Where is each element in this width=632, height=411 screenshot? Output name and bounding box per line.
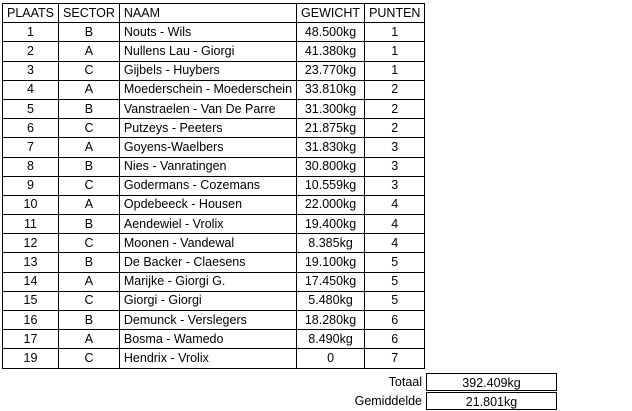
cell-naam: Godermans - Cozemans xyxy=(119,176,296,195)
table-row xyxy=(3,195,425,214)
cell-sector: A xyxy=(59,195,120,214)
cell-naam: Vanstraelen - Van De Parre xyxy=(119,99,296,118)
cell-sector: B xyxy=(59,23,120,42)
cell-sector: B xyxy=(59,215,120,234)
cell-sector: C xyxy=(59,234,120,253)
table-row xyxy=(3,311,425,330)
cell-naam: Aendewiel - Vrolix xyxy=(119,215,296,234)
cell-punten: 1 xyxy=(365,23,425,42)
cell-plaats: 19 xyxy=(3,349,59,368)
cell-plaats: 12 xyxy=(3,234,59,253)
cell-sector: A xyxy=(59,272,120,291)
cell-gewicht: 17.450kg xyxy=(297,272,365,291)
cell-punten: 1 xyxy=(365,42,425,61)
cell-gewicht: 21.875kg xyxy=(297,119,365,138)
cell-sector: B xyxy=(59,157,120,176)
cell-plaats: 15 xyxy=(3,291,59,310)
cell-naam: Nullens Lau - Giorgi xyxy=(119,42,296,61)
cell-plaats: 6 xyxy=(3,119,59,138)
table-row xyxy=(3,349,425,368)
table-row xyxy=(3,157,425,176)
cell-naam: Nies - Vanratingen xyxy=(119,157,296,176)
cell-sector: A xyxy=(59,80,120,99)
cell-sector: B xyxy=(59,311,120,330)
cell-plaats: 3 xyxy=(3,61,59,80)
header-gewicht: GEWICHT xyxy=(297,4,365,23)
cell-plaats: 4 xyxy=(3,80,59,99)
cell-sector: A xyxy=(59,330,120,349)
cell-punten: 5 xyxy=(365,272,425,291)
cell-naam: Opdebeeck - Housen xyxy=(119,195,296,214)
cell-plaats: 7 xyxy=(3,138,59,157)
cell-naam: Giorgi - Giorgi xyxy=(119,291,296,310)
table-row xyxy=(3,99,425,118)
gemiddelde-label: Gemiddelde xyxy=(354,394,422,408)
cell-naam: Putzeys - Peeters xyxy=(119,119,296,138)
cell-punten: 6 xyxy=(365,311,425,330)
header-plaats: PLAATS xyxy=(3,4,59,23)
cell-sector: A xyxy=(59,42,120,61)
cell-sector: B xyxy=(59,99,120,118)
cell-naam: De Backer - Claesens xyxy=(119,253,296,272)
gemiddelde-row xyxy=(0,392,632,411)
gemiddelde-value: 21.801kg xyxy=(426,392,557,410)
cell-punten: 2 xyxy=(365,80,425,99)
cell-sector: B xyxy=(59,253,120,272)
table-row xyxy=(3,234,425,253)
cell-naam: Demunck - Verslegers xyxy=(119,311,296,330)
cell-punten: 3 xyxy=(365,138,425,157)
cell-gewicht: 8.490kg xyxy=(297,330,365,349)
table-row xyxy=(3,272,425,291)
table-row xyxy=(3,138,425,157)
table-row xyxy=(3,330,425,349)
cell-sector: A xyxy=(59,138,120,157)
cell-punten: 2 xyxy=(365,99,425,118)
cell-plaats: 14 xyxy=(3,272,59,291)
results-table xyxy=(2,3,425,369)
table-row xyxy=(3,42,425,61)
cell-naam: Gijbels - Huybers xyxy=(119,61,296,80)
cell-gewicht: 31.830kg xyxy=(297,138,365,157)
cell-punten: 6 xyxy=(365,330,425,349)
cell-gewicht: 19.100kg xyxy=(297,253,365,272)
table-row xyxy=(3,80,425,99)
table-header-row xyxy=(3,4,425,23)
cell-sector: C xyxy=(59,349,120,368)
cell-gewicht: 10.559kg xyxy=(297,176,365,195)
totaal-value: 392.409kg xyxy=(426,373,557,391)
cell-plaats: 11 xyxy=(3,215,59,234)
table-row xyxy=(3,176,425,195)
cell-sector: C xyxy=(59,176,120,195)
cell-punten: 4 xyxy=(365,215,425,234)
cell-plaats: 9 xyxy=(3,176,59,195)
cell-naam: Moederschein - Moederschein xyxy=(119,80,296,99)
table-row xyxy=(3,119,425,138)
cell-plaats: 10 xyxy=(3,195,59,214)
cell-punten: 3 xyxy=(365,157,425,176)
cell-gewicht: 5.480kg xyxy=(297,291,365,310)
cell-gewicht: 8.385kg xyxy=(297,234,365,253)
cell-plaats: 16 xyxy=(3,311,59,330)
cell-gewicht: 30.800kg xyxy=(297,157,365,176)
cell-punten: 5 xyxy=(365,253,425,272)
cell-plaats: 2 xyxy=(3,42,59,61)
cell-naam: Bosma - Wamedo xyxy=(119,330,296,349)
cell-punten: 4 xyxy=(365,234,425,253)
cell-sector: C xyxy=(59,291,120,310)
cell-gewicht: 33.810kg xyxy=(297,80,365,99)
cell-plaats: 13 xyxy=(3,253,59,272)
cell-punten: 3 xyxy=(365,176,425,195)
header-naam: NAAM xyxy=(119,4,296,23)
cell-plaats: 8 xyxy=(3,157,59,176)
table-row xyxy=(3,291,425,310)
table-row xyxy=(3,215,425,234)
table-row xyxy=(3,23,425,42)
cell-gewicht: 23.770kg xyxy=(297,61,365,80)
totaal-row xyxy=(0,373,632,392)
totaal-label: Totaal xyxy=(388,375,422,389)
cell-naam: Hendrix - Vrolix xyxy=(119,349,296,368)
cell-plaats: 17 xyxy=(3,330,59,349)
cell-naam: Moonen - Vandewal xyxy=(119,234,296,253)
cell-gewicht: 0 xyxy=(297,349,365,368)
cell-plaats: 5 xyxy=(3,99,59,118)
cell-naam: Marijke - Giorgi G. xyxy=(119,272,296,291)
cell-naam: Goyens-Waelbers xyxy=(119,138,296,157)
cell-gewicht: 19.400kg xyxy=(297,215,365,234)
cell-plaats: 1 xyxy=(3,23,59,42)
cell-gewicht: 18.280kg xyxy=(297,311,365,330)
cell-punten: 2 xyxy=(365,119,425,138)
cell-punten: 1 xyxy=(365,61,425,80)
cell-gewicht: 41.380kg xyxy=(297,42,365,61)
header-punten: PUNTEN xyxy=(365,4,425,23)
cell-gewicht: 48.500kg xyxy=(297,23,365,42)
cell-gewicht: 22.000kg xyxy=(297,195,365,214)
cell-gewicht: 31.300kg xyxy=(297,99,365,118)
table-row xyxy=(3,253,425,272)
cell-sector: C xyxy=(59,61,120,80)
cell-punten: 7 xyxy=(365,349,425,368)
cell-punten: 5 xyxy=(365,291,425,310)
header-sector: SECTOR xyxy=(59,4,120,23)
cell-naam: Nouts - Wils xyxy=(119,23,296,42)
cell-sector: C xyxy=(59,119,120,138)
cell-punten: 4 xyxy=(365,195,425,214)
table-row xyxy=(3,61,425,80)
